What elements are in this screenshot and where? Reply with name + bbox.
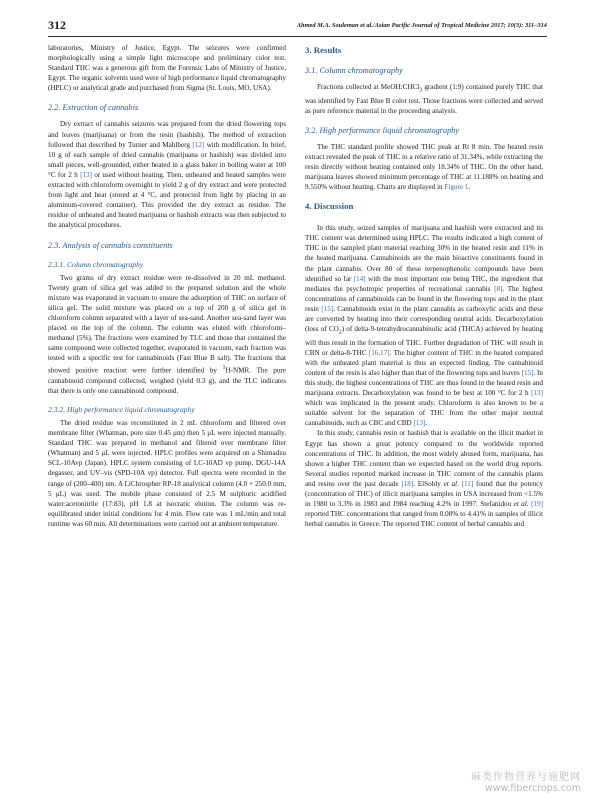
running-head: Ahmed M.A. Souleman et al./Asian Pacific Journal of Tropical Medicine 2017; 10(3): 311–314 [296, 22, 547, 29]
right-column [305, 43, 543, 529]
citation-link[interactable]: [15] [521, 368, 534, 377]
citation-link[interactable]: [13] [531, 389, 543, 398]
heading-2-2: 2.2. Extraction of cannabis [48, 103, 139, 113]
paragraph-results-hplc: The THC standard profile showed THC peak at Rt 8 min. The heated resin extract revealed the peak of THC in a relative ratio of 31.34%, while extracting the resin directly without heating contained only 18.34% of THC. On the other hand, marijuana leaves showed minimum percentage of THC at 11.188% on heating and 9.550% without heating. Charts are displayed in Figure 1. [305, 142, 543, 192]
paragraph-results-column: Fractions collected at MeOH:CHCl$_3$ gradient (1:9) contained purely THC that was identified by Fast Blue B color test. Those fractions were collected and served as pure reference material in the proceeding analysis. [305, 83, 543, 115]
watermark [471, 772, 581, 794]
paragraph-column-chromatography: Two grams of dry extract residue were re-dissolved in 20 mL methanol. Twenty gram of silica gel was added to the prepared solution and the whole mixture was evaporated in vacuum to ensure the adsorption of THC on surface of silica gel. The solid mixture was placed on a top of 200 g of silica gel in chloroform column separated with a layer of sea-sand. Another sea-sand layer was placed on the top of the column. The column was eluted with chloroform–methanol (5%). The fractions were examined by TLC and those that contained the same compound were collected together, evaporated in vacuum, each fraction was tested with a specific test for cannabinoids (Fast Blue B salt). The fractions that showed positive reaction were further identified by $^1$H-NMR. The pure cannabinoid compound collected, weighed (yield 0.3 g), and the TLC indicates that there is only one cannabinoid compound. [48, 273, 286, 395]
heading-2-3: 2.3. Analysis of cannabis constituents [48, 240, 173, 250]
citation-link[interactable]: [8] [494, 284, 503, 293]
paragraph-intro: laboratories, Ministry of Justice, Egypt. The seizures were confirmed morphologically using a simple light microscope and preliminary color test. Standard THC was a generous gift from the Forensic Labs of Ministry of Justice, Egypt. The organic solvents used were of high performance liquid chromatography (HPLC) or analytical grade and purchased from Sigma (St. Louis, MO, USA). [48, 44, 286, 93]
heading-3-1: 3.1. Column chromatography [305, 66, 403, 75]
heading-4-discussion: 4. Discussion [305, 201, 354, 212]
citation-link[interactable]: [13] [413, 419, 426, 428]
heading-2-3-1: 2.3.1. Column chromatography [48, 259, 144, 269]
citation-link[interactable]: [13] [80, 170, 92, 179]
citation-link[interactable]: [16,17] [368, 348, 390, 357]
watermark-cn: 麻类作物营养与施肥网 [471, 772, 581, 783]
citation-link[interactable]: [15] [321, 304, 334, 313]
figure-link[interactable]: Figure 1 [444, 183, 469, 192]
header-rule [48, 36, 547, 37]
heading-3-results: 3. Results [305, 45, 342, 55]
page-number: 312 [48, 18, 66, 32]
citation-link[interactable]: [12] [192, 140, 205, 149]
paragraph-discussion-1: In this study, seized samples of marijuana and hashish were extracted and its THC content was determined using HPLC. The results indicated a high content of THC in the sampled plant material reaching 30% in the heated resin and 11% in the heated marijuana. Cannabinoids are the main bioactive constituents found in the plant cannabis. Over 80 of these terpenophenolic compounds have been identified so far [14] with the most important one being THC, the ingredient that mediates the psychotropic properties of recreational cannabis [8]. The highest concentrations of cannabinoids can be found in the flowering tops and in the plant resin [15]. Cannabinoids exist in the plant cannabis as carboxylic acids and these are converted by heating into their corresponding neutral acids. Decarboxylation (loss of $CO_2$) of delta-9-tetrahydrocannabinolic acid (THCA) achieved by heating will thus result in the formation of THC. Further degradation of THC will result in CBN or delta-8-THC [16,17]. The higher content of THC in the heated compared with the unheated plant material is thus an expected finding. The cannabinoid content of the resin is also higher than that of the flowering tops and leaves [15]. In this study, the highest concentrations of THC are thus found in the heated resin and marijuana extracts. Decarboxylation was found to be best at 100 °C for 2 h [13] which was implicated in the present study. Chloroform is also known to be a suitable solvent for the separation of THC from the other major neutral cannabinoids, such as CBC and CBD [13]. [305, 224, 544, 428]
citation-link[interactable]: [19] [531, 500, 543, 509]
heading-2-3-2: 2.3.2. High performance liquid chromatography [48, 405, 195, 414]
heading-3-2: 3.2. High performance liquid chromatography [305, 125, 460, 135]
citation-link[interactable]: [14] [353, 274, 366, 283]
page-header [48, 18, 547, 34]
citation-link[interactable]: [11] [461, 479, 474, 488]
citation-link[interactable]: [18] [401, 479, 414, 488]
watermark-url: www.fibercrops.com [484, 783, 581, 794]
left-column [48, 43, 286, 529]
paragraph-discussion-2: In this study, cannabis resin or hashish that is available on the illicit market in Egypt has shown a great potency compared to the worldwide reported concentrations of THC. In addition, the most widely abused form, marijuana, has shown a higher THC content than we expected based on the world drug reports. Several studies reported marked increase in THC content of the cannabis plants and resins over the past decade [18]. ElSohly et al. [11] found that the potency (concentration of THC) of illicit marijuana samples in USA increased from <1.5% in 1980 to 3.3% in 1983 and 1984 reaching 4.2% in 1997. Stefanidou et al. [19] reported THC concentrations that ranged from 0.08% to 4.41% in samples of illicit herbal cannabis in Greece. The reported THC content of herbal cannabis and [305, 429, 544, 529]
paragraph-hplc-method: The dried residue was reconstituted in 2 mL chloroform and filtered over membrane filter (Whatman, pore size 0.45 μm) then 5 μL were injected manually. Standard THC was prepared in methanol and filtered over membrane filter (Whatman) and 5 μL were injected. HPLC profiles were acquired on a Shimadzu SCL-10Avp (Japan). HPLC system consisting of LC-10AD vp pump, DGU-14A degasser, and UV–vis (SPD-10A vp) detector. Full spectra were recorded in the range of (200–400) nm. A LiChrospher RP-18 analytical column (4.0 × 250.0 mm, 5 μL) was used. The mobile phase consisted of 2.5 M sulphuric acidified water:acetonitrile (17:83), pH 1.8 at isocratic elution. The column was re-equilibrated under initial conditions for 4 min. Flow rate was 1 mL/min and total runtime was 60 min. All determinations were carried out at ambient temperature. [48, 419, 286, 528]
paragraph-extraction: Dry extract of cannabis seizures was prepared from the dried flowering tops and leaves (marijuana) or from the resin (hashish). The method of extraction followed that described by Turner and Mahlberg [12] with modification. In brief, 10 g of each sample of dried cannabis (marijuana or hashish) was divided into small pieces, well-grounded, either heated in a glass baker in boiling water at 100 °C for 2 h [13] or used without heating. Then, unheated and heated samples were extracted with chloroform overnight to yield 2 g of dry extract and were protected from light and heat (stored at 4 °C, and protected from light by placing in an aluminum-covered container). This provided the dry extract as residue. The residue of unheated and heated marijuana or hashish extracts was then subjected to the analytical procedures. [48, 120, 287, 230]
